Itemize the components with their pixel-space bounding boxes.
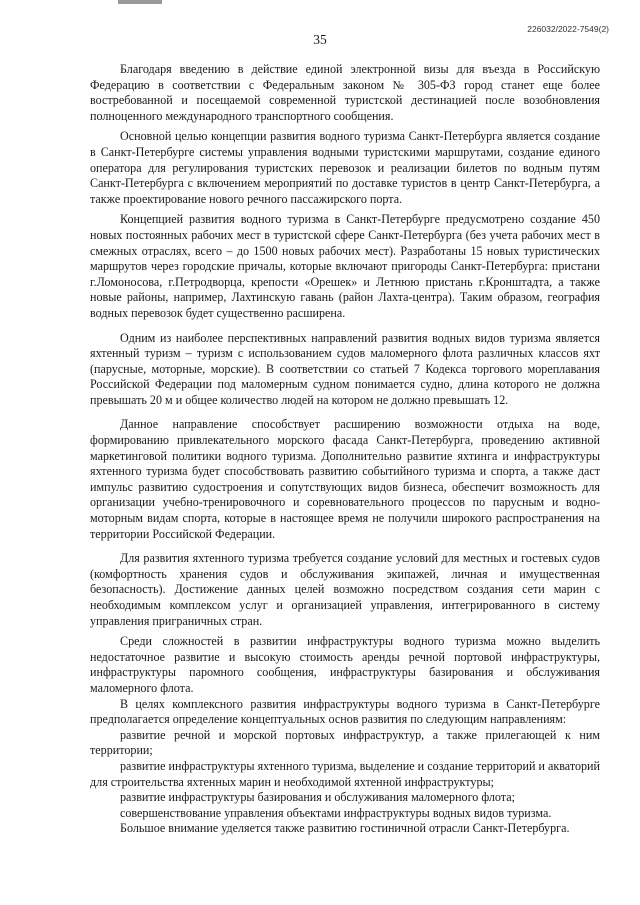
- list-item-yacht-infrastructure: развитие инфраструктуры яхтенного туризма, выделение и создание территорий и акваторий для строительства яхтенных марин и необходимой яхтенной инфраструктуры;: [90, 758, 600, 789]
- document-number: 226032/2022-7549(2): [527, 24, 609, 34]
- paragraph-difficulties: Среди сложностей в развитии инфраструктуры водного туризма можно выделить недостаточное развитие и высокую стоимость аренды речной портовой инфраструктуры, инфраструктуры паромного сообщения, инфраструктуры базирования и обслуживания маломерного флота.: [90, 634, 600, 695]
- scan-artifact: [118, 0, 162, 4]
- paragraph-jobs-routes: Концепцией развития водного туризма в Санкт-Петербурге предусмотрено создание 450 новых постоянных рабочих мест в туристской сфере Санкт-Петербурга (без учета рабочих мест в смежных отраслях, всего – до 1500 новых рабочих мест). Разработаны 15 новых туристических маршрутов через городские причалы, которые включают пригороды Санкт-Петербурга: пристани г.Ломоносова, г.Петродворца, крепости «Орешек» и Летнюю пристань г.Кронштадта, а также новые районы, например, Лахтинскую гавань (район Лахта-центра). Таким образом, география водных перевозок будет существенно расширена.: [90, 212, 600, 320]
- paragraph-hotel-industry: Большое внимание уделяется также развитию гостиничной отрасли Санкт-Петербурга.: [120, 821, 570, 836]
- document-body: [90, 62, 600, 837]
- list-item-small-fleet: развитие инфраструктуры базирования и обслуживания маломерного флота;: [120, 790, 515, 805]
- list-item-management: совершенствование управления объектами инфраструктуры водных видов туризма.: [120, 805, 552, 820]
- paragraph-yacht-tourism: Одним из наиболее перспективных направлений развития водных видов туризма является яхтенный туризм – туризм с использованием судов маломерного флота различных классов яхт (парусные, моторные, морские). В соответствии со статьей 7 Кодекса торгового мореплавания Российской Федерации под маломерным судном понимается судно, длина которого не должна превышать 20 м и общее количество людей на котором не должно превышать 12.: [90, 330, 600, 407]
- list-item-ports: развитие речной и морской портовых инфраструктур, а также прилегающей к ним территории;: [90, 727, 600, 758]
- page-number: 35: [313, 32, 327, 47]
- paragraph-evisa: Благодаря введению в действие единой электронной визы для въезда в Российскую Федерацию в соответствии с Федеральным законом № 305-ФЗ город станет еще более востребованной и посещаемой современной туристской дестинацией после возобновления полноценного международного транспортного сообщения.: [90, 62, 600, 123]
- paragraph-direction-benefits: Данное направление способствует расширению возможности отдыха на воде, формированию привлекательного морского фасада Санкт-Петербурга, проведению активной маркетинговой политики водного туризма. Дополнительно развитие яхтинга и инфраструктуры яхтенного туризма будет способствовать развитию событийного туризма и спорта, а также даст импульс развитию судостроения и сопутствующих видов бизнеса, обеспечит возможность для организации учебно-тренировочного и соревновательного процессов по парусным и водно-моторным видам спорта, которые в настоящее время не получили широкого распространения на территории Российской Федерации.: [90, 417, 600, 541]
- paragraph-development-intro: В целях комплексного развития инфраструктуры водного туризма в Санкт-Петербурге предполагается определение концептуальных основ развития по следующим направлениям:: [90, 696, 600, 727]
- paragraph-concept-goal: Основной целью концепции развития водного туризма Санкт-Петербурга является создание в Санкт-Петербурге системы управления водными туристскими маршрутами, создание единого оператора для регулирования туристских перевозок и реализации билетов по водным путям Санкт-Петербурга с включением мероприятий по доставке туристов в центр Санкт-Петербурга, а также проектирование нового речного пассажирского порта.: [90, 129, 600, 206]
- paragraph-marinas: Для развития яхтенного туризма требуется создание условий для местных и гостевых судов (комфортность хранения судов и обслуживания экипажей, личная и имущественная безопасность). Достижение данных целей возможно посредством создания сети марин с необходимым комплексом услуг и организацией управления, интегрированного в систему управления приграничных стран.: [90, 551, 600, 628]
